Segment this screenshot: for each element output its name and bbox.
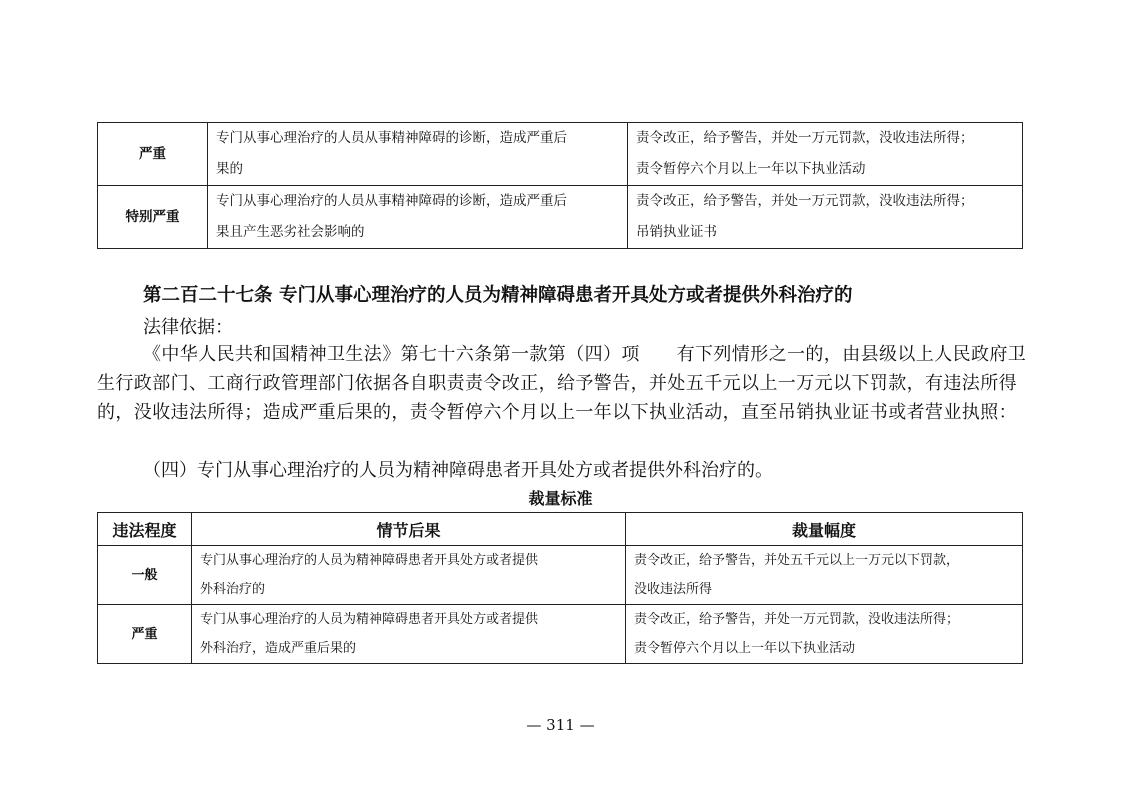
table-row <box>98 605 1023 664</box>
severity-cell: 一般 <box>98 546 192 605</box>
circumstance-line: 专门从事心理治疗的人员为精神障碍患者开具处方或者提供 <box>200 612 539 627</box>
table-row <box>98 123 1023 186</box>
law-citation-paragraph: 《中华人民共和国精神卫生法》第七十六条第一款第（四）项 有下列情形之一的，由县级以上人民政府卫生行政部门、工商行政管理部门依据各自职责责令改正，给予警告，并处五千元以上一万元以下罚款，有违法所得的，没收违法所得；造成严重后果的，责令暂停六个月以上一年以下执业活动，直至吊销执业证书或者营业执照： <box>97 344 1027 423</box>
penalty-line: 责令暂停六个月以上一年以下执业活动 <box>634 641 856 656</box>
standard-table-title: 裁量标准 <box>528 489 593 508</box>
circumstance-line: 果的 <box>216 161 243 177</box>
law-item-paragraph: （四）专门从事心理治疗的人员为精神障碍患者开具处方或者提供外科治疗的。 <box>143 460 773 481</box>
column-header: 裁量幅度 <box>626 513 1023 546</box>
penalty-line: 没收违法所得 <box>634 582 713 597</box>
circumstance-line: 专门从事心理治疗的人员从事精神障碍的诊断，造成严重后 <box>216 193 567 209</box>
circumstance-cell <box>208 186 628 249</box>
penalty-cell <box>628 186 1023 249</box>
penalty-table-continued <box>97 122 1023 249</box>
penalty-line: 责令改正，给予警告，并处五千元以上一万元以下罚款， <box>634 553 960 568</box>
penalty-line: 吊销执业证书 <box>636 224 717 240</box>
page-number: — 311 — <box>526 716 595 734</box>
circumstance-line: 专门从事心理治疗的人员从事精神障碍的诊断，造成严重后 <box>216 130 567 146</box>
severity-cell: 严重 <box>98 605 192 664</box>
severity-cell: 特别严重 <box>98 186 208 249</box>
penalty-line: 责令暂停六个月以上一年以下执业活动 <box>636 161 866 177</box>
article-title: 第二百二十七条 专门从事心理治疗的人员为精神障碍患者开具处方或者提供外科治疗的 <box>143 285 853 306</box>
circumstance-line: 外科治疗，造成严重后果的 <box>200 641 357 656</box>
penalty-line: 责令改正，给予警告，并处一万元罚款，没收违法所得； <box>636 130 974 146</box>
table-row <box>98 546 1023 605</box>
table-header-row <box>98 513 1023 546</box>
penalty-line: 责令改正，给予警告，并处一万元罚款，没收违法所得； <box>634 612 960 627</box>
penalty-cell <box>626 605 1023 664</box>
circumstance-line: 专门从事心理治疗的人员为精神障碍患者开具处方或者提供 <box>200 553 539 568</box>
circumstance-cell <box>192 605 626 664</box>
circumstance-cell <box>208 123 628 186</box>
legal-basis-label: 法律依据： <box>143 317 233 338</box>
penalty-cell <box>628 123 1023 186</box>
circumstance-line: 果且产生恶劣社会影响的 <box>216 224 365 240</box>
standard-table <box>97 512 1023 664</box>
circumstance-line: 外科治疗的 <box>200 582 266 597</box>
penalty-line: 责令改正，给予警告，并处一万元罚款，没收违法所得； <box>636 193 974 209</box>
circumstance-cell <box>192 546 626 605</box>
severity-cell: 严重 <box>98 123 208 186</box>
penalty-cell <box>626 546 1023 605</box>
column-header: 违法程度 <box>98 513 192 546</box>
column-header: 情节后果 <box>192 513 626 546</box>
table-row <box>98 186 1023 249</box>
